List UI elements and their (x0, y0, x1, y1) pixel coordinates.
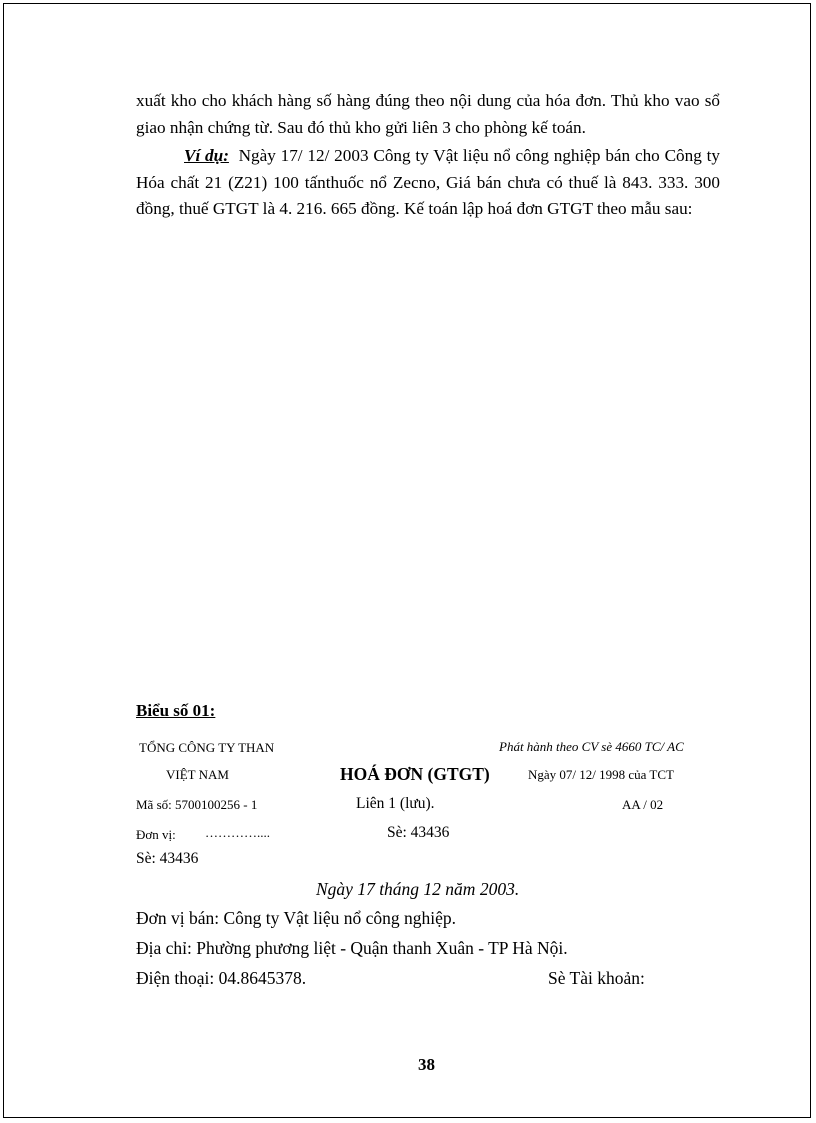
company-name-line1: TỔNG CÔNG TY THAN (139, 740, 275, 755)
series-code: AA / 02 (622, 797, 664, 812)
unit-label: Đơn vị: (136, 827, 176, 842)
body-paragraph-1: xuất kho cho khách hàng số hàng đúng theo nội dung của hóa đơn. Thủ kho vao sổ giao nhận chứng từ. Sau đó thủ kho gửi liên 3 cho phòng kế toán. (136, 91, 720, 137)
account-line: Sè Tài khoản: (548, 968, 645, 988)
tax-code: Mã số: 5700100256 - 1 (136, 797, 258, 812)
issued-by-line1: Phát hành theo CV sè 4660 TC/ AC (499, 739, 684, 754)
invoice-date: Ngày 17 tháng 12 năm 2003. (316, 879, 520, 899)
invoice-title: HOÁ ĐƠN (GTGT) (340, 764, 490, 784)
body-paragraph-2 (136, 143, 720, 223)
invoice-number-center: Sè: 43436 (387, 824, 450, 841)
example-label: Ví dụ: (184, 146, 229, 165)
page-number: 38 (418, 1055, 435, 1074)
invoice-number-left: Sè: 43436 (136, 850, 199, 867)
address-line: Địa chỉ: Phường phương liệt - Quận thanh Xuân - TP Hà Nội. (136, 938, 568, 958)
seller-line: Đơn vị bán: Công ty Vật liệu nổ công nghiệp. (136, 908, 457, 928)
company-name-line2: VIỆT NAM (166, 767, 229, 782)
issued-by-line2: Ngày 07/ 12/ 1998 của TCT (528, 767, 674, 782)
unit-dots: ………….... (205, 825, 270, 840)
example-text: Ngày 17/ 12/ 2003 Công ty Vật liệu nổ công nghiệp bán cho Công ty Hóa chất 21 (Z21) 100 tấnthuốc nổ Zecno, Giá bán chưa có thuế là 843. 333. 300 đồng, thuế GTGT là 4. 216. 665 đồng. Kế toán lập hoá đơn GTGT theo mẫu sau: (136, 146, 721, 218)
copy-label: Liên 1 (lưu). (356, 795, 435, 812)
phone-line: Điện thoại: 04.8645378. (136, 968, 307, 988)
form-heading: Biểu số 01: (136, 701, 216, 720)
